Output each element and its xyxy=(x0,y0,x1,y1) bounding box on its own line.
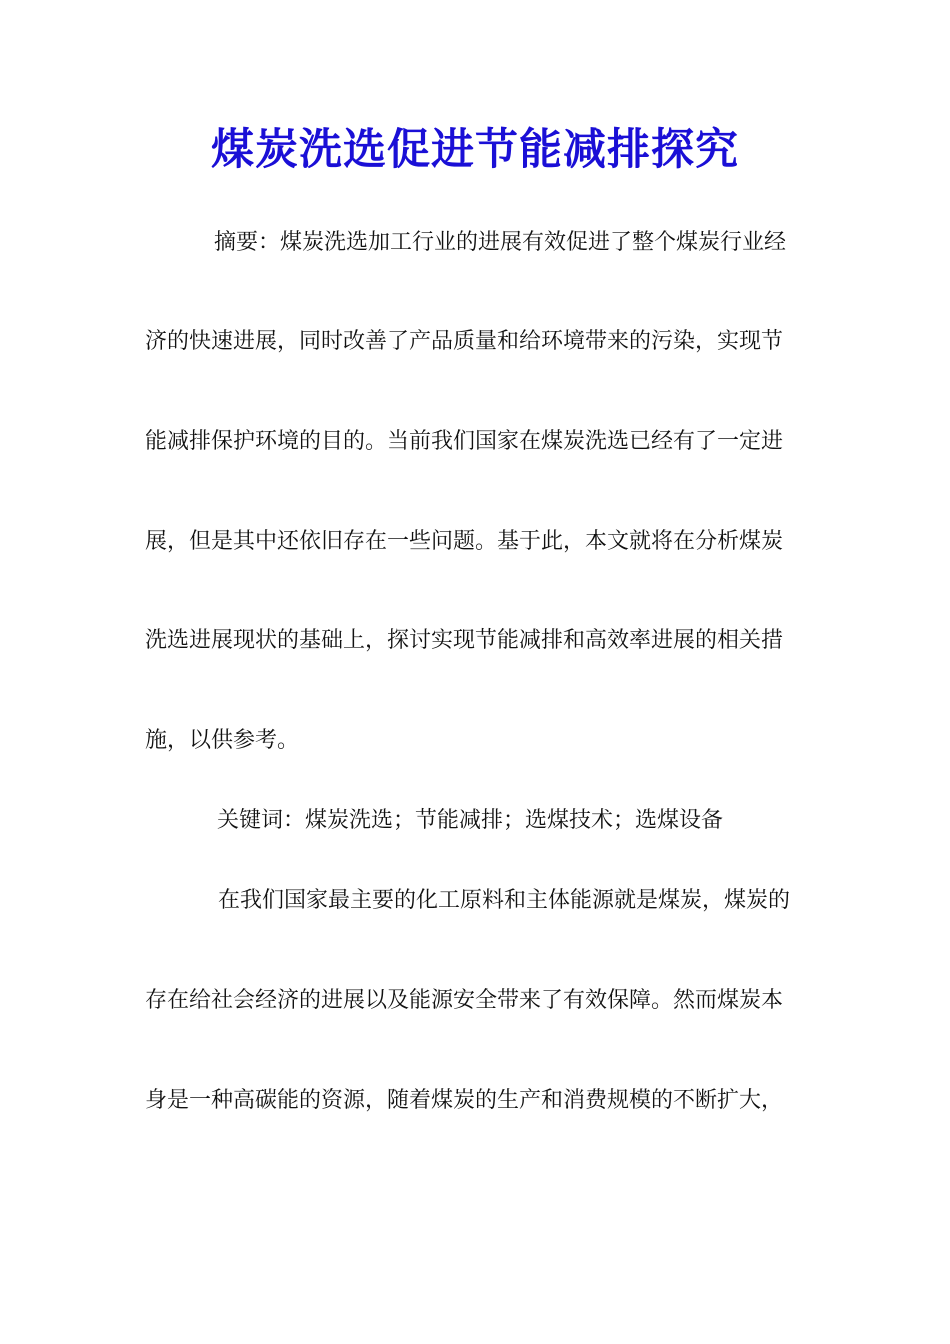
body-line-3: 身是一种高碳能的资源，随着煤炭的生产和消费规模的不断扩大， xyxy=(145,1088,784,1113)
body-line-2: 存在给社会经济的进展以及能源安全带来了有效保障。然而煤炭本 xyxy=(145,988,784,1013)
abstract-line-1: 摘要：煤炭洗选加工行业的进展有效促进了整个煤炭行业经 xyxy=(214,230,787,255)
body-line-1: 在我们国家最主要的化工原料和主体能源就是煤炭，煤炭的 xyxy=(218,888,791,913)
keywords-line: 关键词：煤炭洗选；节能减排；选煤技术；选煤设备 xyxy=(217,808,724,833)
abstract-line-3: 能减排保护环境的目的。当前我们国家在煤炭洗选已经有了一定进 xyxy=(145,429,784,454)
abstract-line-5: 洗选进展现状的基础上，探讨实现节能减排和高效率进展的相关措 xyxy=(145,628,784,653)
abstract-line-2: 济的快速进展，同时改善了产品质量和给环境带来的污染，实现节 xyxy=(145,329,784,354)
abstract-line-6: 施，以供参考。 xyxy=(145,728,300,753)
abstract-line-4: 展，但是其中还依旧存在一些问题。基于此，本文就将在分析煤炭 xyxy=(145,529,784,554)
document-title: 煤炭洗选促进节能减排探究 xyxy=(211,125,739,175)
